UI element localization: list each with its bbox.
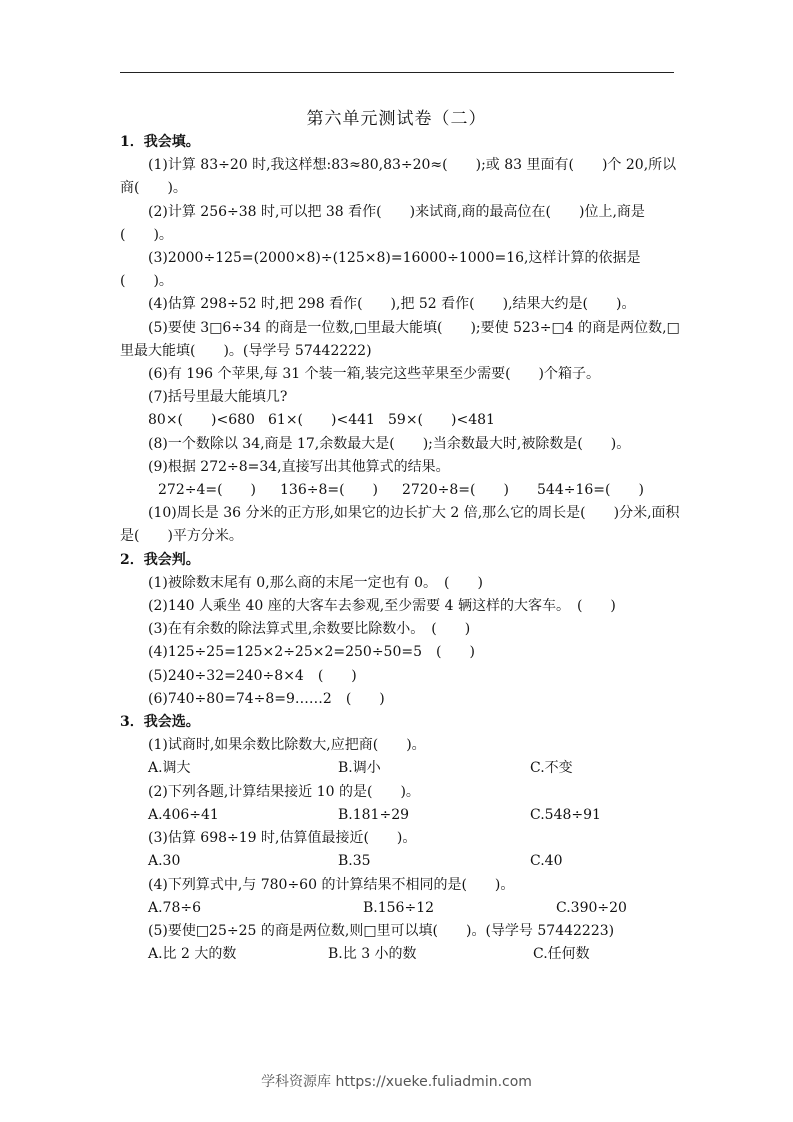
choice-question: (4)下列算式中,与 780÷60 的计算结果不相同的是( )。 xyxy=(148,876,515,893)
section-heading: 1．我会填。 xyxy=(120,134,200,150)
question: (2)计算 256÷38 时,可以把 38 看作( )来试商,商的最高位在( )位上,商是( )。 xyxy=(120,203,645,243)
option-c: C.40 xyxy=(530,853,563,870)
judge-item: (4)125÷25=125×2÷25×2=250÷50=5 ( ) xyxy=(148,644,475,661)
option-c: C.390÷20 xyxy=(556,899,627,916)
expression: 544÷16=( ) xyxy=(537,482,644,499)
choice-options xyxy=(120,804,680,827)
choice-options xyxy=(120,897,680,920)
judge-item: (3)在有余数的除法算式里,余数要比除数小。 ( ) xyxy=(148,621,471,638)
option-a: A.406÷41 xyxy=(148,806,219,823)
judge-item: (2)140 人乘坐 40 座的大客车去参观,至少需要 4 辆这样的大客车。 ( ) xyxy=(148,598,616,615)
q9-expressions xyxy=(120,479,680,502)
choice-question: (3)估算 698÷19 时,估算值最接近( )。 xyxy=(148,830,417,847)
top-rule xyxy=(120,72,674,73)
question: (7)括号里最大能填几? xyxy=(148,389,288,406)
choice-question: (2)下列各题,计算结果接近 10 的是( )。 xyxy=(148,783,420,800)
judge-item: (1)被除数末尾有 0,那么商的末尾一定也有 0。 ( ) xyxy=(148,574,483,591)
choice-options xyxy=(120,757,680,780)
option-b: B.156÷12 xyxy=(363,899,435,916)
q7-expressions xyxy=(120,409,680,432)
section-heading: 2．我会判。 xyxy=(120,551,200,568)
question: (5)要使 3□6÷34 的商是一位数,□里最大能填( );要使 523÷□4 的商是两位数,□里最大能填( )。(导学号 57442222) xyxy=(120,319,680,359)
question: (4)估算 298÷52 时,把 298 看作( ),把 52 看作( ),结果大约是( )。 xyxy=(148,296,636,313)
question: (8)一个数除以 34,商是 17,余数最大是( );当余数最大时,被除数是( )。 xyxy=(148,435,631,452)
judge-item: (6)740÷80=74÷8=9……2 ( ) xyxy=(148,690,385,707)
question: (9)根据 272÷8=34,直接写出其他算式的结果。 xyxy=(148,458,450,475)
expression: 80×( )<680 xyxy=(148,412,255,429)
question: (1)计算 83÷20 时,我这样想:83≈80,83÷20≈( );或 83 里面有( )个 20,所以商( )。 xyxy=(120,157,677,197)
choice-question: (1)试商时,如果余数比除数大,应把商( )。 xyxy=(148,737,426,754)
test-content xyxy=(120,131,680,966)
judge-item: (5)240÷32=240÷8×4 ( ) xyxy=(148,667,357,684)
option-c: C.548÷91 xyxy=(530,806,601,823)
option-b: B.调小 xyxy=(338,760,381,777)
question: (6)有 196 个苹果,每 31 个装一箱,装完这些苹果至少需要( )个箱子。 xyxy=(148,366,600,383)
option-b: B.35 xyxy=(338,853,371,870)
expression: 59×( )<481 xyxy=(388,412,495,429)
expression: 136÷8=( ) xyxy=(280,482,379,499)
expression: 61×( )<441 xyxy=(268,412,375,429)
option-c: C.任何数 xyxy=(533,946,590,963)
option-a: A.30 xyxy=(148,853,181,870)
expression: 272÷4=( ) xyxy=(158,482,257,499)
question: (3)2000÷125=(2000×8)÷(125×8)=16000÷1000=16,这样计算的依据是( )。 xyxy=(120,250,641,290)
option-b: B.181÷29 xyxy=(338,806,410,823)
option-a: A.比 2 大的数 xyxy=(148,946,237,963)
option-a: A.78÷6 xyxy=(148,899,202,916)
choice-question: (5)要使□25÷25 的商是两位数,则□里可以填( )。(导学号 57442223) xyxy=(148,922,615,939)
option-c: C.不变 xyxy=(530,760,573,777)
page-title: 第六单元测试卷（二） xyxy=(306,109,487,129)
footer-watermark: 学科资源库 https://xueke.fuliadmin.com xyxy=(261,1074,532,1090)
expression: 2720÷8=( ) xyxy=(402,482,509,499)
choice-options xyxy=(120,943,680,966)
option-a: A.调大 xyxy=(148,760,191,777)
section-heading: 3．我会选。 xyxy=(120,714,200,731)
choice-options xyxy=(120,850,680,873)
option-b: B.比 3 小的数 xyxy=(328,946,417,963)
question: (10)周长是 36 分米的正方形,如果它的边长扩大 2 倍,那么它的周长是( )分米,面积是( )平方分米。 xyxy=(120,505,680,545)
